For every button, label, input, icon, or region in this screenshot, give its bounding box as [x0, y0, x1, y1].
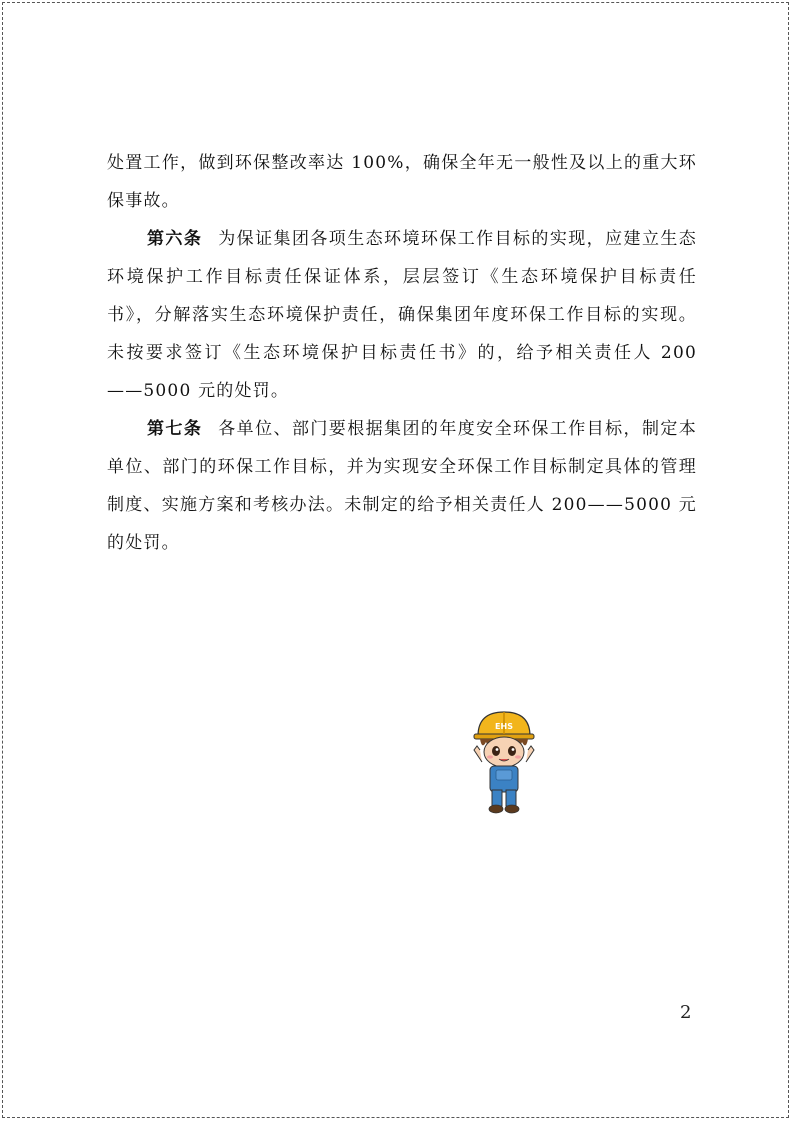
document-body: [107, 144, 697, 562]
article-label: 第七条: [147, 419, 203, 439]
paragraph-text: 处置工作，做到环保整改率达 100%，确保全年无一般性及以上的重大环保事故。: [107, 153, 697, 211]
page-number: 2: [680, 1002, 692, 1023]
paragraph-text: 各单位、部门要根据集团的年度安全环保工作目标，制定本单位、部门的环保工作目标，并为实现安全环保工作目标制定具体的管理制度、实施方案和考核办法。未制定的给予相关责任人 200——5000 元的处罚。: [107, 419, 697, 553]
paragraph-text: 为保证集团各项生态环境环保工作目标的实现，应建立生态环境保护工作目标责任保证体系，层层签订《生态环境保护目标责任书》，分解落实生态环境保护责任，确保集团年度环保工作目标的实现。未按要求签订《生态环境保护目标责任书》的，给予相关责任人 200 ——5000 元的处罚。: [107, 229, 697, 401]
article-label: 第六条: [147, 229, 203, 249]
article-seven: [107, 410, 697, 562]
article-six: [107, 220, 697, 410]
helmet-label: EHS: [495, 722, 513, 731]
ehs-mascot-illustration: [468, 706, 540, 818]
paragraph-continuation: [107, 144, 697, 220]
